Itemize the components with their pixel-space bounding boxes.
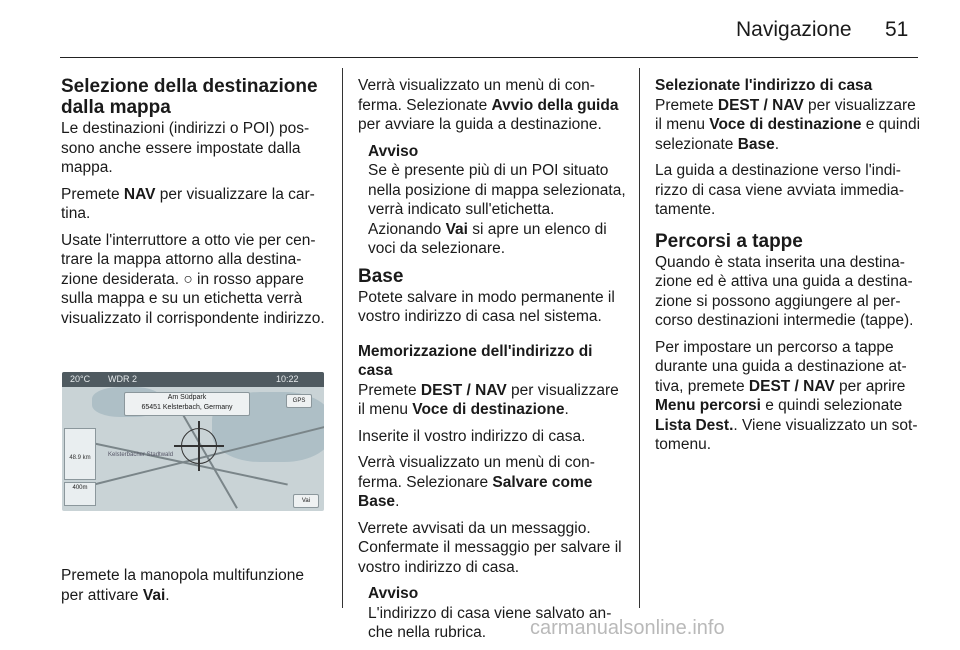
page-header-title: Navigazione [736,18,852,41]
subheading-select-home: Selezionate l'indirizzo di casa [655,77,873,94]
page-number: 51 [885,18,909,41]
paragraph: Usate l'interruttore a otto vie per centrare la mappa attorno alla destinazione desiderata. ○ in rosso appare sulla mappa e su un etichetta verrà visualizzato il corrispondente indirizzo. [61,231,325,327]
section-heading-waypoints: Percorsi a tappe [655,230,803,252]
notice-box [358,142,628,259]
key-nav: NAV [123,185,156,203]
notice-label: Avviso [368,142,419,160]
paragraph: Verrà visualizzato un menù di conferma. Selezionate Avvio della guida per avviare la guida a destinazione. [358,77,619,133]
column-divider-2 [639,68,640,608]
paragraph: Per impostare un percorso a tappe durante una guida a destinazione attiva, premete DEST / NAV per aprire Menu percorsi e quindi selezionate Lista Dest.. Viene visualizzato un sottomenu. [655,338,918,453]
vai-button[interactable]: Vai [293,494,319,508]
key-vai: Vai [142,586,166,604]
distance-indicator: 400m [64,482,96,506]
clock: 10:22 [276,374,299,384]
notice-label: Avviso [368,585,419,602]
map-crosshair-icon [181,428,217,464]
address-label: Am Südpark 65451 Kelsterbach, Germany [124,392,250,416]
paragraph: Premete DEST / NAV per visualizzare il menu Voce di destinazione e quindi selezionate Base. [655,96,921,153]
notice-text: L'indirizzo di casa viene salvato anche nella rubrica. [368,604,612,641]
gps-button[interactable]: GPS [286,394,312,408]
screen-status-bar [62,372,324,387]
radio-station: WDR 2 [108,374,137,384]
header-rule [60,57,918,58]
paragraph: Premete NAV per visualizzare la cartina. [61,185,315,222]
column-1-bottom [61,566,329,612]
paragraph: Premete DEST / NAV per visualizzare il menu Voce di destinazione. [358,381,619,418]
paragraph: Verrà visualizzato un menù di conferma. Selezionare Salvare come Base. [358,454,595,510]
map-place-label: Kelsterbacher Stadtwald [108,452,174,458]
subheading-save-home: Memorizzazione dell'indirizzo di casa [358,342,593,379]
column-3 [655,76,925,462]
watermark-text: carmanualsonline.info [530,617,725,639]
paragraph: Inserite il vostro indirizzo di casa. [358,427,586,445]
section-heading-map-destination: Selezione della destinazione dalla mappa [61,76,318,118]
notice-text: Se è presente più di un POI situato nella posizione di mappa selezionata, verrà indicato sull'etichetta. Azionando Vai si apre un elenco di voci da selezionare. [368,162,626,257]
column-1 [61,76,329,335]
column-divider-1 [342,68,343,608]
paragraph: Verrete avvisati da un messaggio. Confermate il messaggio per salvare il vostro indirizzo di casa. [358,519,622,576]
column-2 [358,76,628,650]
map-side-panel: 48.9 km [64,428,96,480]
paragraph: Quando è stata inserita una destinazione ed è attiva una guida a destinazione si possono aggiungere al percorso destinazioni intermedie (tappe). [655,253,914,329]
navigation-screen-image [62,372,324,511]
paragraph: Le destinazioni (indirizzi o POI) possono anche essere impostate dalla mappa. [61,120,310,176]
section-heading-base: Base [358,265,404,287]
paragraph: Premete la manopola multifunzione per attivare Vai. [61,567,304,604]
paragraph: La guida a destinazione verso l'indirizzo di casa viene avviata immediatamente. [655,162,904,218]
paragraph: Potete salvare in modo permanente il vostro indirizzo di casa nel sistema. [358,288,615,325]
temperature: 20°C [70,374,91,384]
